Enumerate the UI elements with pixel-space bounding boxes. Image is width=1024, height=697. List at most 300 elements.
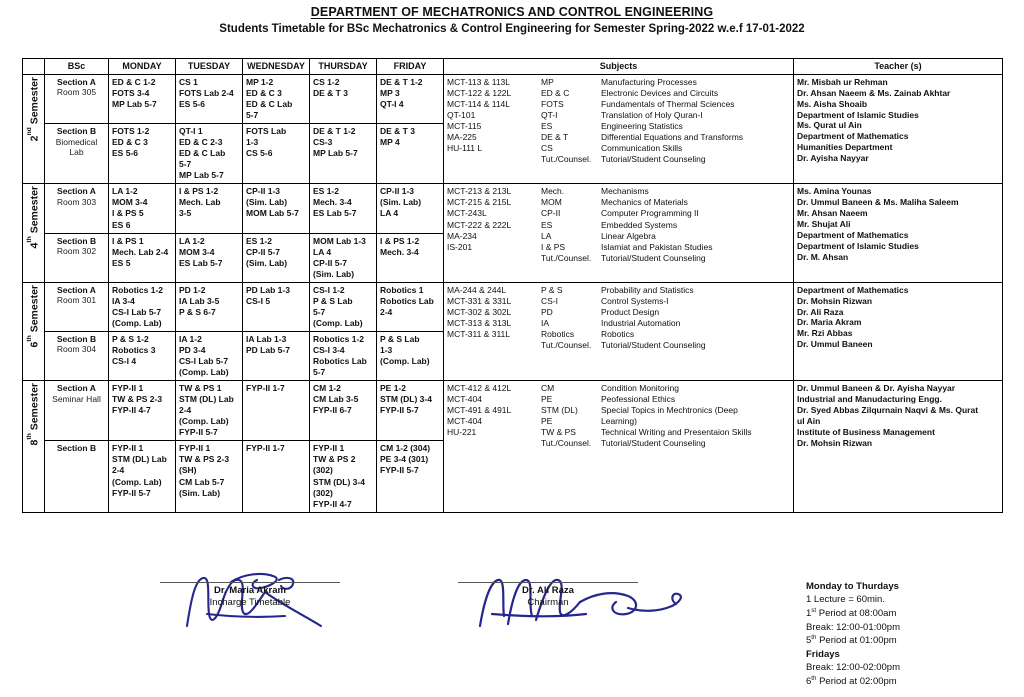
timetable-row — [23, 381, 1003, 441]
subject-row — [447, 121, 790, 132]
subject-name: Electronic Devices and Circuits — [601, 88, 719, 99]
teacher-name: Department of Mathematics — [797, 229, 909, 240]
subject-row — [447, 416, 790, 427]
header-cell-bsc: BSc — [45, 59, 109, 75]
teacher-name: Dr. Mohsin Rizwan — [797, 437, 873, 448]
class-entry: DE & T 3 — [380, 126, 415, 137]
day-cell-monday — [109, 184, 176, 233]
day-cell-thursday — [310, 441, 377, 512]
teacher-name: Department of Mathematics — [797, 284, 909, 295]
subject-code: IS-201 — [447, 241, 473, 252]
class-entry: CS-3 — [313, 137, 333, 148]
teachers-cell — [794, 381, 1003, 513]
class-entry: FYP-II 5-7 — [112, 487, 151, 498]
semester-label-8: 8th Semester — [23, 381, 45, 513]
class-entry: DE & T 1-2 — [313, 126, 356, 137]
class-entry: MP 3 — [380, 88, 400, 99]
subject-row — [447, 231, 790, 242]
subject-row — [447, 394, 790, 405]
class-entry: QT-I 1 — [179, 126, 203, 137]
class-entry: IA Lab 3-5 — [179, 295, 220, 306]
class-entry: 5-7 — [246, 110, 259, 121]
header-cell-subjects: Subjects — [444, 59, 794, 75]
class-entry: 1-3 — [380, 345, 393, 355]
class-entry: TW & PS 1 — [179, 383, 222, 394]
teacher-name: Dr. Ali Raza — [797, 306, 844, 317]
subject-code: MCT-404 — [447, 394, 482, 405]
day-cell-friday — [377, 233, 444, 282]
teacher-name: Ms. Aisha Shoaib — [797, 98, 868, 109]
class-entry: CM 1-2 (304) — [380, 443, 431, 454]
day-cell-thursday — [310, 184, 377, 233]
class-entry: FOTS 1-2 — [112, 126, 150, 137]
class-entry: Mech. 3-4 — [313, 197, 352, 208]
class-entry: FYP-II 6-7 — [313, 405, 352, 416]
day-cell-tuesday — [176, 282, 243, 331]
subject-code — [447, 438, 541, 449]
class-entry: CP-II 1-3 — [246, 186, 281, 197]
subject-abbr: Robotics — [541, 328, 575, 339]
section-cell: Section B Room 304 — [45, 331, 109, 380]
class-entry: I & PS 1-2 — [179, 186, 219, 197]
subject-row — [447, 197, 790, 208]
subject-abbr: Tut./Counsel. — [541, 154, 592, 165]
header-cell-thursday: THURSDAY — [310, 59, 377, 75]
teacher-name: Mr. Rzi Abbas — [797, 328, 853, 339]
subject-abbr: PE — [541, 416, 553, 427]
teachers-cell — [794, 184, 1003, 282]
class-entry: (SH) — [179, 465, 197, 476]
class-entry: FYP-II 5-7 — [380, 405, 419, 416]
subject-name: Robotics — [601, 328, 635, 339]
class-entry: CS-I 1-2 — [313, 284, 345, 295]
class-entry: ED & C Lab — [179, 148, 226, 159]
timetable — [22, 58, 1003, 513]
class-entry: STM (DL) 3-4 — [380, 394, 432, 405]
subject-name: Probability and Statistics — [601, 284, 694, 295]
class-entry: IA 1-2 — [179, 333, 202, 344]
timetable-row — [23, 184, 1003, 233]
signature-block-chairman — [443, 582, 653, 608]
section-cell: Section A Room 305 — [45, 74, 109, 123]
class-entry: ES 5 — [112, 257, 131, 268]
class-entry: Robotics Lab — [313, 356, 367, 367]
subject-name: Industrial Automation — [601, 317, 681, 328]
day-cell-wednesday — [243, 381, 310, 441]
class-entry: PD Lab 1-3 — [246, 284, 290, 295]
teacher-name: Industrial and Manudacturing Engg. — [797, 394, 942, 405]
subject-code: MCT-311 & 311L — [447, 328, 510, 339]
subjects-cell — [444, 381, 794, 513]
teacher-name: Dr. Ayisha Nayyar — [797, 153, 869, 164]
day-cell-friday — [377, 282, 444, 331]
subject-name: Tutorial/Student Counseling — [601, 438, 706, 449]
subject-name: Computer Programming II — [601, 208, 699, 219]
teacher-name: Department of Mathematics — [797, 131, 909, 142]
timing-line: 1st Period at 08:00am — [806, 606, 897, 620]
subject-abbr: Mech. — [541, 186, 565, 197]
class-entry: CP-II 5-7 — [313, 257, 348, 268]
class-entry: TW & PS 2 — [313, 454, 356, 465]
subject-row — [447, 340, 790, 351]
class-entry: (Comp. Lab) — [112, 317, 162, 328]
signature-block-incharge — [145, 582, 355, 608]
subject-code — [447, 154, 541, 165]
subject-abbr: CS-I — [541, 295, 558, 306]
subject-code: MA-244 & 244L — [447, 284, 507, 295]
class-entry: QT-I 4 — [380, 99, 404, 110]
subject-name: Communication Skills — [601, 143, 683, 154]
subject-code: MCT-113 & 113L — [447, 76, 510, 87]
subject-row — [447, 186, 790, 197]
subject-name: Tutorial/Student Counseling — [601, 154, 706, 165]
class-entry: MP Lab 5-7 — [313, 148, 358, 159]
section-cell: Section B Biomedical Lab — [45, 124, 109, 184]
class-entry: Mech. Lab — [179, 197, 221, 208]
class-entry: FYP-II 1 — [112, 443, 144, 454]
subject-code: MCT-412 & 412L — [447, 383, 512, 394]
class-entry: 3-5 — [179, 208, 192, 219]
class-entry: FYP-II 1 — [179, 443, 211, 454]
subject-abbr: Tut./Counsel. — [541, 438, 592, 449]
header-cell-monday: MONDAY — [109, 59, 176, 75]
class-entry: DE & T 3 — [313, 88, 348, 99]
subject-code: MCT-331 & 331L — [447, 295, 512, 306]
teacher-name: ul Ain — [797, 415, 821, 426]
class-entry: CS 1-2 — [313, 76, 340, 87]
day-cell-monday — [109, 233, 176, 282]
teacher-name: Dr. Mohsin Rizwan — [797, 295, 873, 306]
class-entry: MP 1-2 — [246, 76, 274, 87]
class-entry: Mech. 3-4 — [380, 246, 419, 257]
subject-code: QT-101 — [447, 110, 476, 121]
class-entry: CM Lab 5-7 — [179, 476, 225, 487]
subject-row — [447, 242, 790, 253]
subject-row — [447, 110, 790, 121]
timing-heading-weekday: Monday to Thurdays — [806, 581, 899, 592]
class-entry: Robotics 3 — [112, 345, 156, 355]
class-entry: ES 1-2 — [313, 186, 339, 197]
semester-label-6: 6th Semester — [23, 282, 45, 380]
subject-name: Technical Writing and Presentaion Skills — [601, 427, 752, 438]
class-entry: MP 4 — [380, 137, 400, 148]
class-entry: CM Lab 3-5 — [313, 394, 359, 405]
day-cell-friday — [377, 381, 444, 441]
class-entry: ED & C 2-3 — [179, 137, 223, 148]
timing-line: Break: 12:00-01:00pm — [806, 621, 901, 633]
timing-heading-friday: Fridays — [806, 648, 840, 660]
teacher-name: Dr. Ahsan Naeem & Ms. Zainab Akhtar — [797, 87, 951, 98]
class-entry: FYP-II 4-7 — [112, 405, 151, 416]
teacher-name: Dr. Syed Abbas Zilqurnain Naqvi & Ms. Qurat — [797, 404, 979, 415]
class-entry: ES Lab 5-7 — [179, 257, 223, 268]
class-entry: 2-4 — [112, 465, 125, 476]
class-entry: CS-I 5 — [246, 295, 271, 306]
signature-line — [160, 582, 340, 583]
class-entry: LA 4 — [313, 246, 332, 257]
class-entry: ED & C Lab — [246, 99, 293, 110]
day-cell-wednesday — [243, 441, 310, 512]
teacher-name: Dr. Ummul Baneen & Dr. Ayisha Nayyar — [797, 383, 956, 394]
class-entry: DE & T 1-2 — [380, 76, 423, 87]
section-cell: Section A Room 303 — [45, 184, 109, 233]
subject-code: MCT-302 & 302L — [447, 306, 512, 317]
subject-row — [447, 383, 790, 394]
class-entry: PE 3-4 (301) — [380, 454, 429, 465]
day-cell-tuesday — [176, 124, 243, 184]
day-cell-wednesday — [243, 184, 310, 233]
class-entry: 1-3 — [246, 137, 259, 148]
day-cell-friday — [377, 124, 444, 184]
class-entry: IA Lab 1-3 — [246, 333, 287, 344]
class-entry: FYP-II 1 — [313, 443, 345, 454]
teacher-name: Dr. Ummul Baneen & Ms. Maliha Saleem — [797, 197, 959, 208]
teacher-name: Dr. Ummul Baneen — [797, 339, 873, 350]
class-entry: Robotics 1 — [380, 284, 424, 295]
class-entry: CP-II 5-7 — [246, 246, 281, 257]
class-entry: FOTS Lab — [246, 126, 287, 137]
signature-line — [458, 582, 638, 583]
subject-name: Condition Monitoring — [601, 383, 679, 394]
subject-code — [447, 340, 541, 351]
day-cell-wednesday — [243, 124, 310, 184]
day-cell-monday — [109, 381, 176, 441]
teacher-name: Mr. Shujat Ali — [797, 219, 851, 230]
class-entry: (302) — [313, 487, 333, 498]
subject-name: Fundamentals of Thermal Sciences — [601, 99, 735, 110]
subject-abbr: TW & PS — [541, 427, 576, 438]
class-entry: (302) — [313, 465, 333, 476]
subject-code: HU-221 — [447, 427, 477, 438]
class-entry: 2-4 — [179, 405, 192, 416]
class-entry: STM (DL) 3-4 — [313, 476, 365, 487]
class-entry: FYP-II 5-7 — [380, 465, 419, 476]
class-entry: FYP-II 1-7 — [246, 383, 285, 394]
subject-row — [447, 307, 790, 318]
class-entry: IA 3-4 — [112, 295, 135, 306]
timing-lines-friday — [806, 661, 900, 688]
timing-line: 5th Period at 01:00pm — [806, 634, 897, 647]
class-entry: P & S Lab — [313, 295, 353, 306]
class-entry: (Sim. Lab) — [246, 197, 288, 208]
class-entry: P & S 6-7 — [179, 306, 216, 317]
subject-code: MCT-213 & 213L — [447, 186, 512, 197]
subject-abbr: Tut./Counsel. — [541, 340, 592, 350]
class-entry: I & PS 5 — [112, 208, 144, 219]
subject-abbr: CM — [541, 383, 555, 394]
class-entry: ED & C 1-2 — [112, 76, 156, 87]
day-cell-monday — [109, 124, 176, 184]
subject-row — [447, 154, 790, 165]
subject-code: HU-111 L — [447, 143, 483, 154]
subject-abbr: PE — [541, 394, 553, 405]
teacher-name: Dr. M. Ahsan — [797, 251, 849, 262]
subject-abbr: P & S — [541, 284, 563, 295]
class-entry: (Comp. Lab) — [313, 317, 363, 328]
class-entry: MOM 3-4 — [179, 246, 215, 257]
class-entry: P & S 1-2 — [112, 333, 149, 344]
day-cell-tuesday — [176, 441, 243, 512]
class-entry: PD 3-4 — [179, 345, 206, 355]
signature-name: Dr. Ali Raza — [522, 585, 574, 596]
subject-abbr: LA — [541, 230, 552, 241]
timetable-container — [22, 58, 1002, 513]
document-header — [0, 0, 1024, 35]
timing-legend — [806, 580, 900, 688]
class-entry: (Comp. Lab) — [380, 356, 430, 367]
subject-code: MCT-404 — [447, 416, 482, 427]
day-cell-monday — [109, 74, 176, 123]
day-cell-wednesday — [243, 74, 310, 123]
class-entry: MOM Lab 5-7 — [246, 208, 299, 219]
day-cell-friday — [377, 331, 444, 380]
subject-row — [447, 143, 790, 154]
timing-line: Break: 12:00-02:00pm — [806, 662, 901, 674]
class-entry: FYP-II 1 — [112, 383, 144, 394]
timing-line: 1 Lecture = 60min. — [806, 594, 885, 606]
day-cell-tuesday — [176, 331, 243, 380]
subject-code: MCT-115 — [447, 121, 482, 132]
subject-code: MCT-243L — [447, 208, 487, 219]
subject-name: Special Topics in Mechtronics (Deep — [601, 405, 738, 416]
subject-abbr: MOM — [541, 197, 562, 208]
subject-name: Learning) — [601, 416, 637, 427]
subjects-cell — [444, 282, 794, 380]
subject-name: Linear Algebra — [601, 230, 656, 241]
class-entry: (Comp. Lab) — [179, 416, 229, 427]
class-entry: Robotics 1-2 — [112, 284, 164, 295]
subject-code: MA-225 — [447, 132, 477, 143]
class-entry: FOTS 3-4 — [112, 88, 150, 99]
class-entry: ES 1-2 — [246, 235, 272, 246]
class-entry: (Sim. Lab) — [313, 268, 355, 279]
class-entry: I & PS 1-2 — [380, 235, 420, 246]
teacher-name: Ms. Qurat ul Ain — [797, 120, 862, 131]
subject-row — [447, 220, 790, 231]
class-entry: LA 1-2 — [179, 235, 205, 246]
subject-abbr: ES — [541, 219, 553, 230]
class-entry: FYP-II 4-7 — [313, 498, 352, 509]
day-cell-thursday — [310, 381, 377, 441]
teachers-cell — [794, 282, 1003, 380]
subject-row — [447, 427, 790, 438]
subject-abbr: MP — [541, 76, 554, 87]
subject-name: Manufacturing Processes — [601, 76, 697, 87]
class-entry: FOTS Lab 2-4 — [179, 88, 234, 99]
class-entry: ES 5-6 — [112, 148, 138, 159]
teacher-name: Mr. Misbah ur Rehman — [797, 76, 888, 87]
subject-name: Product Design — [601, 306, 660, 317]
subject-name: Peofessional Ethics — [601, 394, 676, 405]
subject-code: MCT-114 & 114L — [447, 99, 510, 110]
teacher-name: Department of Islamic Studies — [797, 240, 919, 251]
subject-abbr: Tut./Counsel. — [541, 252, 592, 263]
class-entry: STM (DL) Lab — [179, 394, 234, 405]
class-entry: CS 5-6 — [246, 148, 273, 159]
section-cell: Section A Seminar Hall — [45, 381, 109, 441]
subject-row — [447, 99, 790, 110]
timing-lines-weekday — [806, 593, 900, 647]
header-cell-friday: FRIDAY — [377, 59, 444, 75]
subject-name: Mechanics of Materials — [601, 197, 688, 208]
class-entry: ES 5-6 — [179, 99, 205, 110]
subject-abbr: IA — [541, 317, 550, 328]
subject-abbr: STM (DL) — [541, 405, 578, 416]
class-entry: CS-I Lab 5-7 — [112, 306, 162, 317]
class-entry: FYP-II 5-7 — [179, 427, 218, 438]
header-cell-teachers: Teacher (s) — [794, 59, 1003, 75]
class-entry: (Sim. Lab) — [246, 257, 288, 268]
class-entry: CS 1 — [179, 76, 198, 87]
day-cell-thursday — [310, 233, 377, 282]
teacher-name: Humanities Department — [797, 142, 893, 153]
teacher-name: Ms. Amina Younas — [797, 186, 872, 197]
class-entry: TW & PS 2-3 — [112, 394, 163, 405]
subject-row — [447, 208, 790, 219]
signature-role: Chairman — [527, 597, 569, 608]
subject-abbr: CP-II — [541, 208, 561, 219]
teacher-name: Institute of Business Management — [797, 426, 935, 437]
class-entry: MOM 3-4 — [112, 197, 148, 208]
day-cell-friday — [377, 74, 444, 123]
day-cell-friday — [377, 441, 444, 512]
day-cell-tuesday — [176, 233, 243, 282]
day-cell-thursday — [310, 331, 377, 380]
class-entry: I & PS 1 — [112, 235, 144, 246]
class-entry: STM (DL) Lab — [112, 454, 167, 465]
teacher-name: Department of Islamic Studies — [797, 109, 919, 120]
subject-abbr: ED & C — [541, 88, 570, 99]
day-cell-tuesday — [176, 184, 243, 233]
subject-name: Embedded Systems — [601, 219, 678, 230]
class-entry: 2-4 — [380, 306, 393, 317]
section-cell: Section B — [45, 441, 109, 512]
subject-abbr: DE & T — [541, 132, 569, 143]
class-entry: 5-7 — [179, 159, 192, 170]
timetable-subtitle: Students Timetable for BSc Mechatronics & Control Engineering for Semester Spring-2022 w.e.f 17-01-2022 — [219, 23, 805, 35]
class-entry: ES Lab 5-7 — [313, 208, 357, 219]
subject-name: Engineering Statistics — [601, 121, 683, 132]
class-entry: PD 1-2 — [179, 284, 206, 295]
subject-row — [447, 405, 790, 416]
class-entry: ES 6 — [112, 219, 131, 230]
class-entry: (Sim. Lab) — [380, 197, 422, 208]
subject-abbr: PD — [541, 306, 553, 317]
subject-abbr: FOTS — [541, 99, 564, 110]
subject-row — [447, 88, 790, 99]
class-entry: CS-I 3-4 — [313, 345, 345, 355]
subject-name: Translation of Holy Quran-I — [601, 110, 703, 121]
day-cell-thursday — [310, 74, 377, 123]
day-cell-friday — [377, 184, 444, 233]
document-footer — [0, 572, 1024, 697]
subject-name: Control Systems-I — [601, 295, 669, 306]
subjects-cell — [444, 74, 794, 183]
subject-abbr: ES — [541, 121, 553, 132]
header-cell-semester — [23, 59, 45, 75]
day-cell-wednesday — [243, 233, 310, 282]
subject-code: MCT-215 & 215L — [447, 197, 512, 208]
day-cell-tuesday — [176, 74, 243, 123]
class-entry: Robotics 1-2 — [313, 333, 365, 344]
subject-row — [447, 253, 790, 264]
class-entry: MP Lab 5-7 — [112, 99, 157, 110]
subject-row — [447, 77, 790, 88]
timetable-body — [23, 59, 1003, 513]
subject-code: MCT-313 & 313L — [447, 317, 512, 328]
class-entry: P & S Lab — [380, 333, 420, 344]
class-entry: ED & C 3 — [112, 137, 148, 148]
